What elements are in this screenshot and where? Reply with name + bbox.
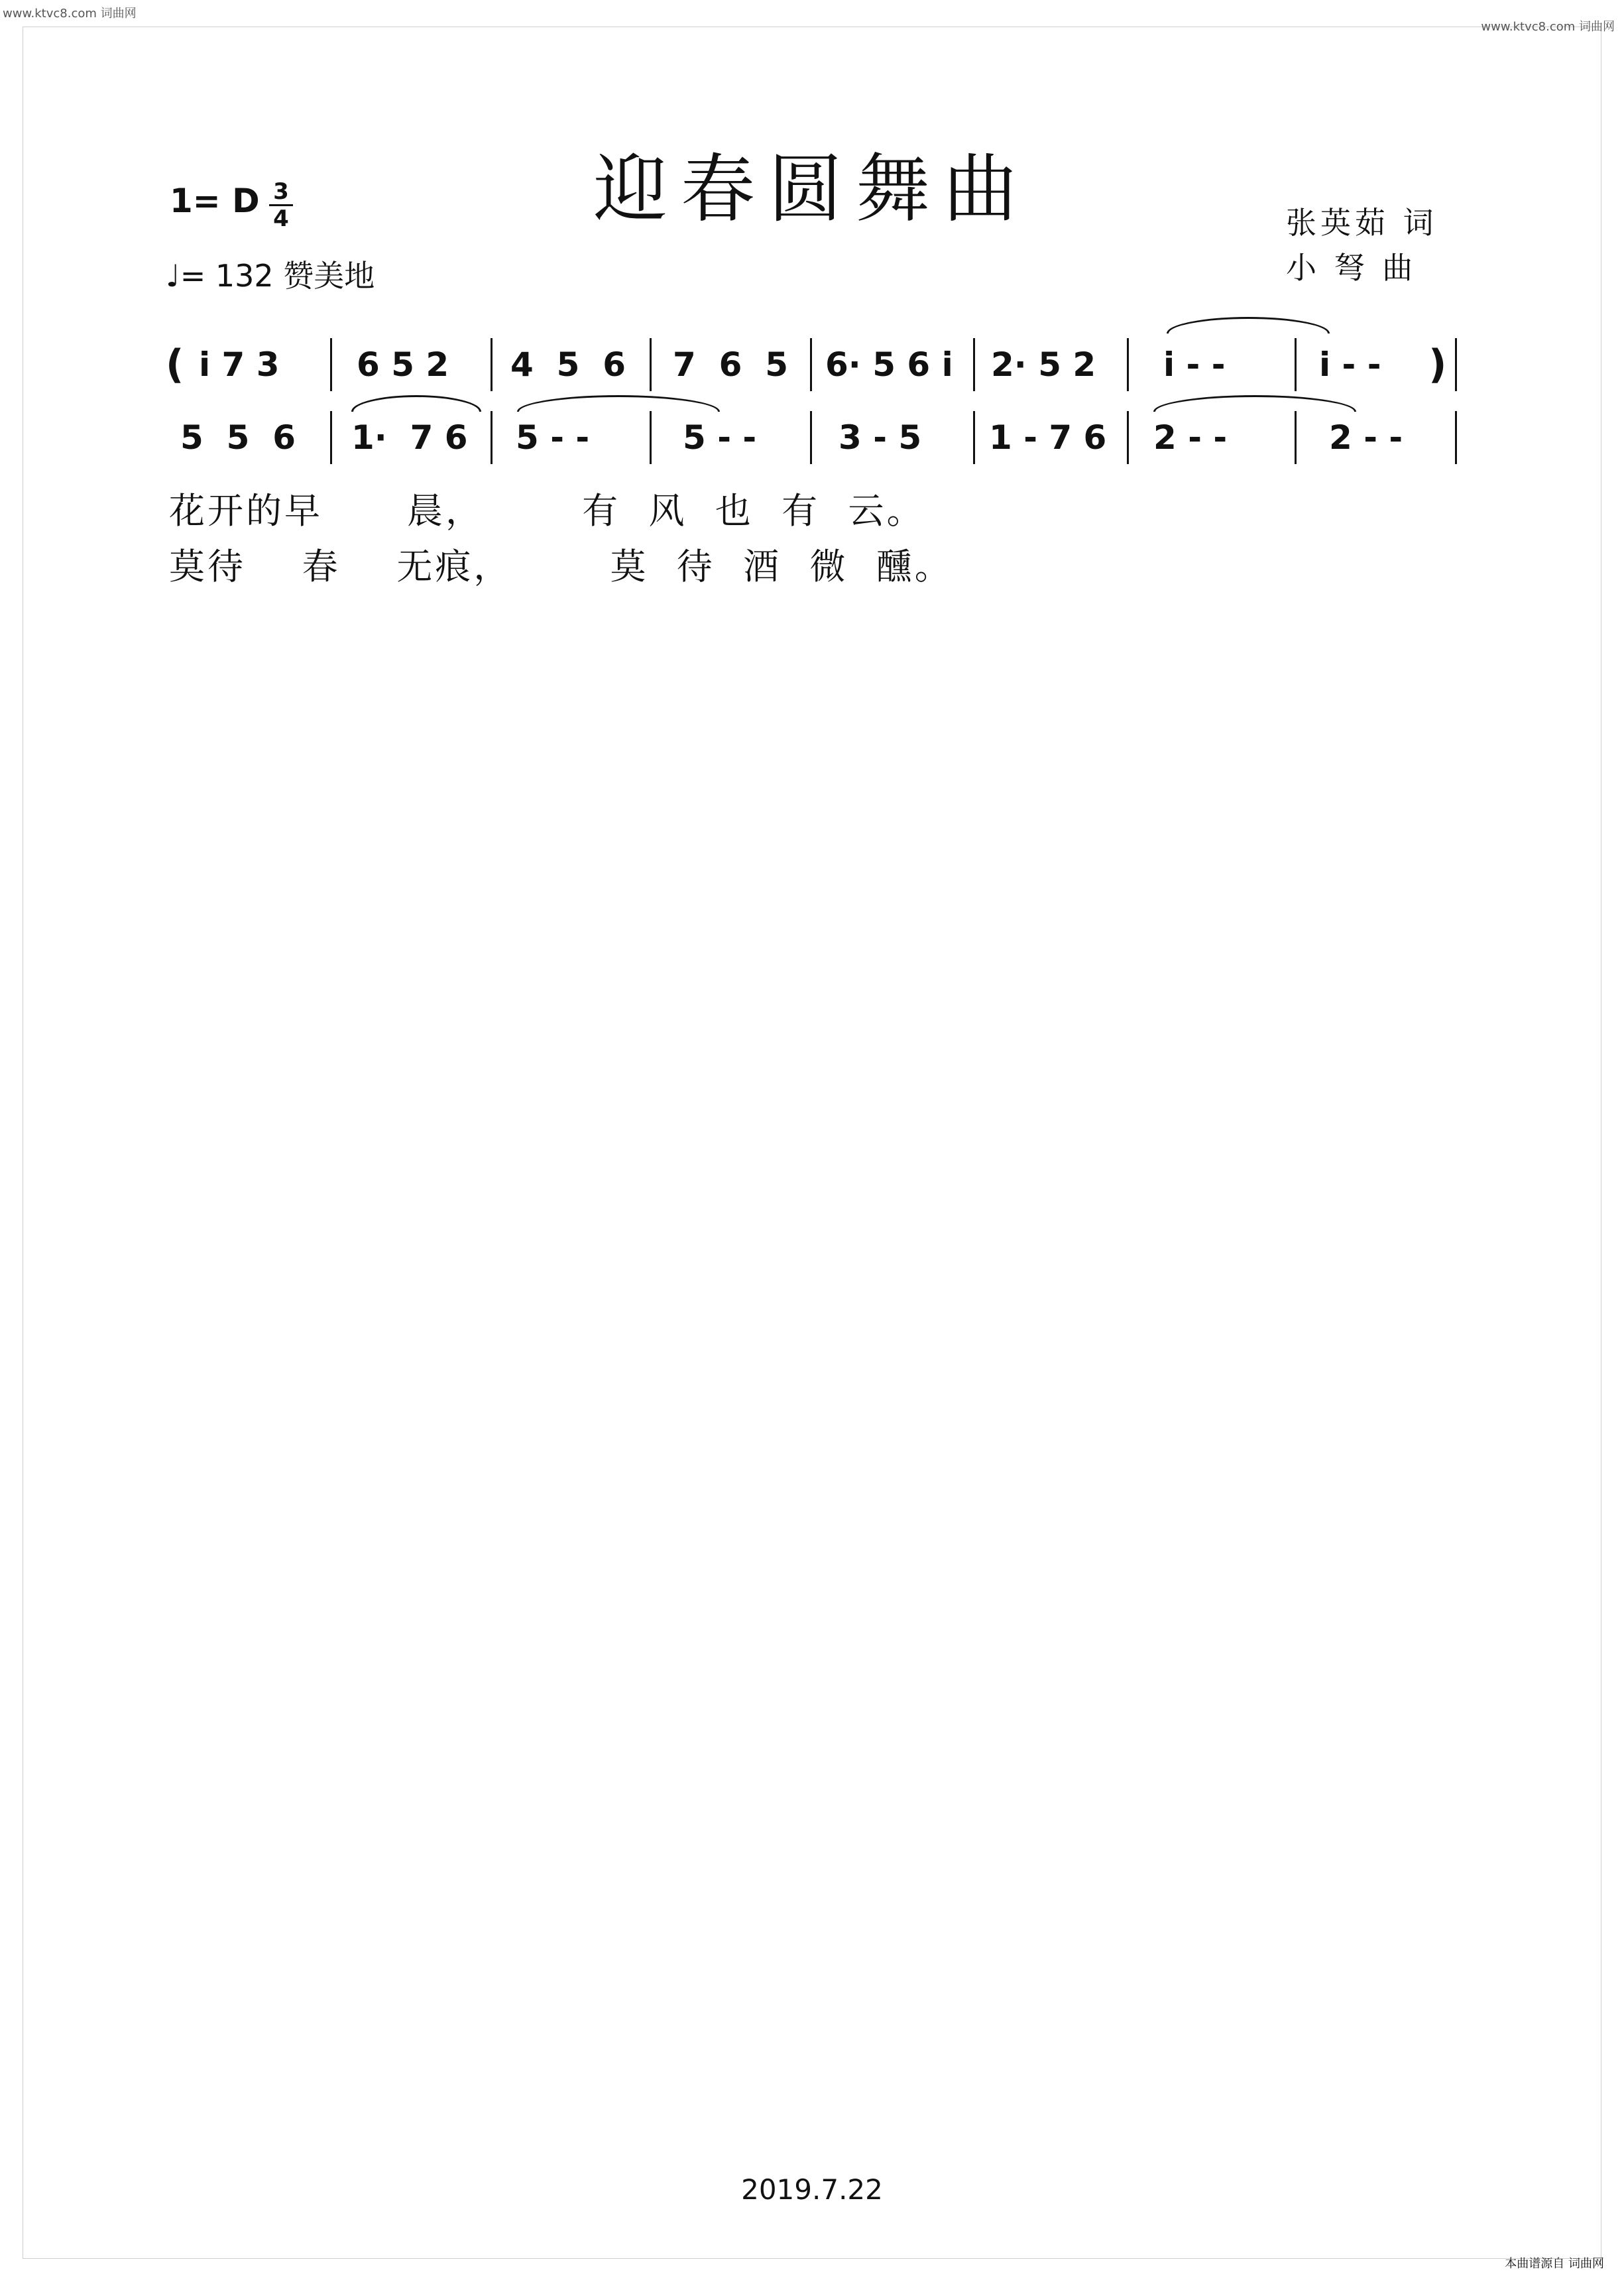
lyric-line-2: 莫待 春 无痕， 莫 待 酒 微 醺。: [169, 546, 953, 587]
barline: [973, 411, 975, 464]
key-signature: 1= D: [170, 182, 260, 220]
measure: i - -: [1163, 345, 1226, 384]
barline: [973, 338, 975, 391]
time-denominator: 4: [273, 206, 289, 232]
barline: [810, 338, 812, 391]
measure: 6 5 2: [357, 345, 449, 384]
song-title: 迎春圆舞曲: [593, 147, 1031, 233]
barline: [491, 338, 493, 391]
barline: [330, 338, 332, 391]
date-stamp: 2019.7.22: [741, 2173, 883, 2206]
close-paren: ): [1428, 341, 1447, 388]
barline: [650, 411, 652, 464]
barline: [810, 411, 812, 464]
measure: i 7 3: [199, 345, 280, 384]
measure: 1· 7 6: [351, 418, 468, 457]
barline: [1455, 338, 1457, 391]
measure: 7 6 5: [673, 345, 788, 384]
barline: [1127, 411, 1129, 464]
barline: [491, 411, 493, 464]
site-watermark: www.ktvc8.com 词曲网: [3, 7, 137, 21]
measure: 2 - -: [1329, 418, 1403, 457]
measure: i - -: [1319, 345, 1381, 384]
measure: 2· 5 2: [991, 345, 1096, 384]
measure: 4 5 6: [510, 345, 626, 384]
measure: 2 - -: [1153, 418, 1228, 457]
barline: [1455, 411, 1457, 464]
time-numerator: 3: [273, 178, 289, 205]
measure: 5 5 6: [180, 418, 296, 457]
measure: 5 - -: [683, 418, 757, 457]
measure: 6· 5 6 i: [825, 345, 953, 384]
barline: [650, 338, 652, 391]
time-signature: [268, 179, 294, 231]
measure: 5 - -: [516, 418, 590, 457]
barline: [1295, 338, 1297, 391]
lyric-line-1: 花开的早 晨， 有 风 也 有 云。: [169, 490, 925, 532]
open-paren: (: [166, 341, 184, 388]
barline: [1127, 338, 1129, 391]
measure: 3 - 5: [839, 418, 922, 457]
lyricist-credit: 张英茹 词: [1286, 205, 1438, 241]
tempo-marking: ♩= 132 赞美地: [166, 258, 375, 294]
barline: [330, 411, 332, 464]
measure: 1 - 7 6: [989, 418, 1107, 457]
composer-credit: 小 弩 曲: [1286, 250, 1417, 286]
site-watermark-right: www.ktvc8.com 词曲网: [1481, 20, 1615, 34]
footer-source: 本曲谱源自 词曲网: [1505, 2257, 1604, 2271]
barline: [1295, 411, 1297, 464]
